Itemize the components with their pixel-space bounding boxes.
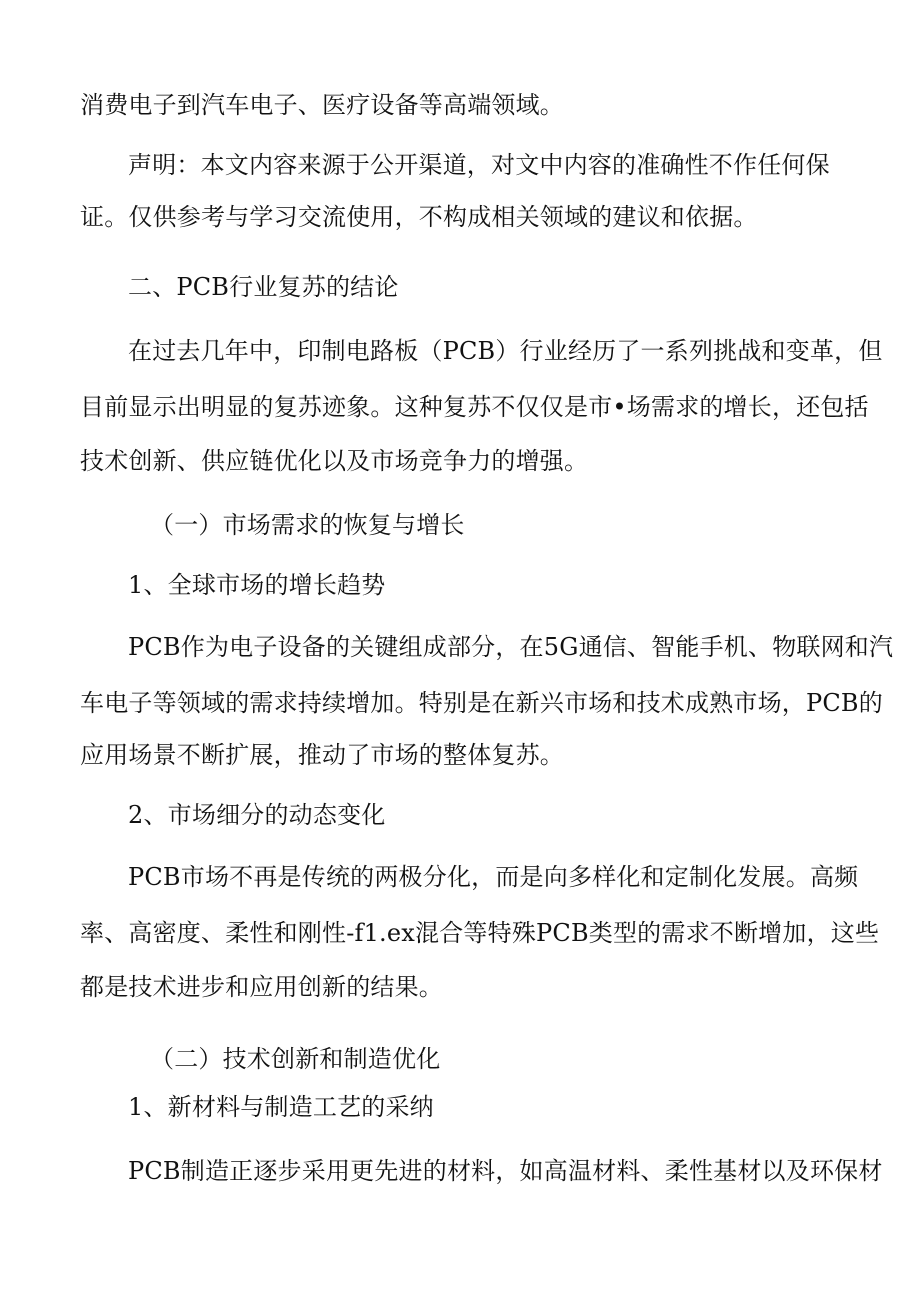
body-text-line: 消费电子到汽车电子、医疗设备等高端领域。 <box>80 91 564 119</box>
section-heading: 二、PCB行业复苏的结论 <box>128 273 399 301</box>
disclaimer-line: 证。仅供参考与学习交流使用，不构成相关领域的建议和依据。 <box>80 203 758 231</box>
body-text-line: 车电子等领域的需求持续增加。特别是在新兴市场和技术成熟市场，PCB的 <box>80 689 883 717</box>
body-text-line: PCB作为电子设备的关键组成部分，在5G通信、智能手机、物联网和汽 <box>128 633 894 661</box>
body-text-line: PCB市场不再是传统的两极分化，而是向多样化和定制化发展。高频 <box>128 863 859 891</box>
disclaimer-line: 声明：本文内容来源于公开渠道，对文中内容的准确性不作任何保 <box>128 151 830 179</box>
subsection-heading: （二）技术创新和制造优化 <box>150 1045 441 1073</box>
numbered-heading: 1、全球市场的增长趋势 <box>128 571 386 599</box>
body-text-line: 都是技术进步和应用创新的结果。 <box>80 973 443 1001</box>
subsection-heading: （一）市场需求的恢复与增长 <box>150 511 465 539</box>
body-text-line: PCB制造正逐步采用更先进的材料，如高温材料、柔性基材以及环保材 <box>128 1157 883 1185</box>
body-text-line: 目前显示出明显的复苏迹象。这种复苏不仅仅是市•场需求的增长，还包括 <box>80 393 869 421</box>
body-text-line: 率、高密度、柔性和刚性-f1.ex混合等特殊PCB类型的需求不断增加，这些 <box>80 919 880 947</box>
body-text-line: 技术创新、供应链优化以及市场竞争力的增强。 <box>80 447 589 475</box>
body-text-line: 在过去几年中，印制电路板（PCB）行业经历了一系列挑战和变革，但 <box>128 337 883 365</box>
numbered-heading: 1、新材料与制造工艺的采纳 <box>128 1093 434 1121</box>
numbered-heading: 2、市场细分的动态变化 <box>128 801 386 829</box>
body-text-line: 应用场景不断扩展，推动了市场的整体复苏。 <box>80 741 564 769</box>
